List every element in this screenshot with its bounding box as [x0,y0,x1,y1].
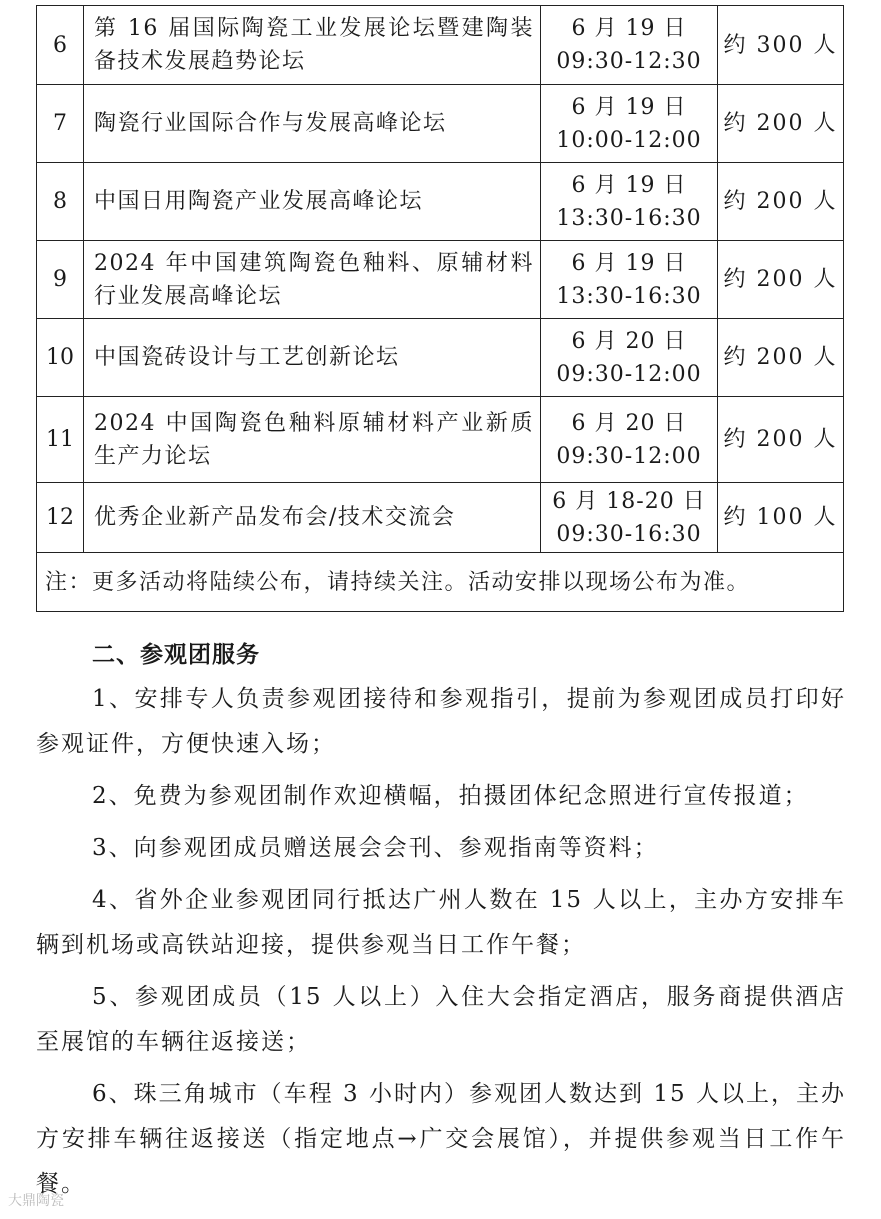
event-hours: 13:30-16:30 [556,283,702,309]
event-date: 6 月 18-20 日 [552,488,706,514]
event-hours: 13:30-16:30 [556,205,702,231]
event-date: 6 月 19 日 [571,94,687,120]
table-row [37,397,844,483]
event-size: 约 200 人 [718,241,844,319]
table-row [37,163,844,241]
event-time [541,6,718,85]
row-number: 9 [37,241,84,319]
service-item: 6、珠三角城市（车程 3 小时内）参观团人数达到 15 人以上，主办方安排车辆往返接送（指定地点→广交会展馆），并提供参观当日工作午餐。 [36,1081,846,1197]
schedule-table [36,5,844,612]
event-hours: 09:30-12:00 [556,443,702,469]
event-size: 约 200 人 [718,397,844,483]
row-number: 8 [37,163,84,241]
event-time [541,483,718,553]
event-time [541,319,718,397]
event-date: 6 月 20 日 [571,410,687,436]
visit-group-services [36,635,846,1214]
service-item: 5、参观团成员（15 人以上）入住大会指定酒店，服务商提供酒店至展馆的车辆往返接送； [36,984,846,1055]
row-number: 7 [37,85,84,163]
event-date: 6 月 19 日 [571,172,687,198]
event-date: 6 月 20 日 [571,328,687,354]
watermark: 大鼎陶瓷 [8,1193,64,1209]
table-row [37,6,844,85]
event-size: 约 200 人 [718,85,844,163]
event-name: 2024 年中国建筑陶瓷色釉料、原辅材料行业发展高峰论坛 [84,241,541,319]
row-number: 6 [37,6,84,85]
table-row [37,483,844,553]
event-name: 中国瓷砖设计与工艺创新论坛 [84,319,541,397]
section-heading: 二、参观团服务 [92,642,260,668]
event-date: 6 月 19 日 [571,16,687,41]
event-date: 6 月 19 日 [571,250,687,276]
service-item: 1、安排专人负责参观团接待和参观指引，提前为参观团成员打印好参观证件，方便快速入场； [36,686,846,757]
event-time [541,85,718,163]
table-row [37,241,844,319]
table-note-row [37,553,844,612]
table-note: 注：更多活动将陆续公布，请持续关注。活动安排以现场公布为准。 [37,553,844,612]
event-time [541,163,718,241]
row-number: 12 [37,483,84,553]
service-item: 2、免费为参观团制作欢迎横幅，拍摄团体纪念照进行宣传报道； [92,783,809,809]
service-item: 4、省外企业参观团同行抵达广州人数在 15 人以上，主办方安排车辆到机场或高铁站迎接，提供参观当日工作午餐； [36,887,846,958]
event-time [541,397,718,483]
table-row [37,85,844,163]
row-number: 11 [37,397,84,483]
event-time [541,241,718,319]
event-size: 约 200 人 [718,163,844,241]
event-size: 约 200 人 [718,319,844,397]
event-hours: 09:30-12:00 [556,361,702,387]
event-hours: 10:00-12:00 [556,127,702,153]
event-name: 第 16 届国际陶瓷工业发展论坛暨建陶装备技术发展趋势论坛 [84,6,541,85]
table-row [37,319,844,397]
event-name: 中国日用陶瓷产业发展高峰论坛 [84,163,541,241]
service-item: 3、向参观团成员赠送展会会刊、参观指南等资料； [92,835,659,861]
event-hours: 09:30-12:30 [556,49,702,74]
event-size: 约 300 人 [718,6,844,85]
event-size: 约 100 人 [718,483,844,553]
event-name: 优秀企业新产品发布会/技术交流会 [84,483,541,553]
event-hours: 09:30-16:30 [556,521,702,547]
row-number: 10 [37,319,84,397]
event-name: 2024 中国陶瓷色釉料原辅材料产业新质生产力论坛 [84,397,541,483]
event-name: 陶瓷行业国际合作与发展高峰论坛 [84,85,541,163]
